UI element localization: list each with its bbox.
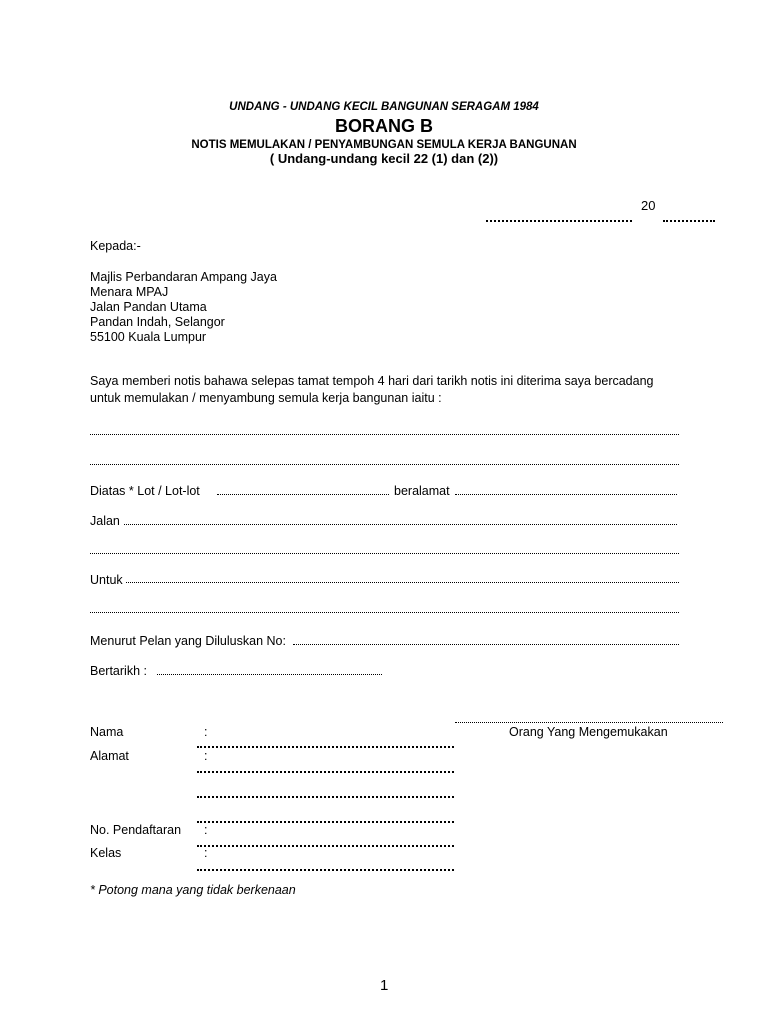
street-continuation-line[interactable] (90, 553, 679, 554)
street-blank[interactable] (124, 524, 677, 525)
purpose-continuation-line[interactable] (90, 612, 679, 613)
purpose-label: Untuk (90, 573, 123, 587)
recipient-label: Kepada:- (90, 239, 141, 253)
registration-colon: : (204, 823, 208, 837)
class-line[interactable] (197, 869, 454, 871)
recipient-line: Jalan Pandan Utama (90, 300, 207, 314)
signature-caption: Orang Yang Mengemukakan (509, 725, 668, 739)
footnote: * Potong mana yang tidak berkenaan (90, 883, 296, 897)
work-description-line[interactable] (90, 434, 679, 435)
notice-body-line: Saya memberi notis bahawa selepas tamat tempoh 4 hari dari tarikh notis ini diterima saya bercadang (90, 374, 654, 388)
date-year-prefix: 20 (641, 198, 656, 213)
name-colon: : (204, 725, 208, 739)
purpose-blank[interactable] (126, 582, 679, 583)
recipient-line: Pandan Indah, Selangor (90, 315, 225, 329)
address-line[interactable] (197, 771, 454, 773)
notice-body-line: untuk memulakan / menyambung semula kerja bangunan iaitu : (90, 391, 442, 405)
recipient-line: Menara MPAJ (90, 285, 169, 299)
address-line[interactable] (197, 746, 454, 748)
class-colon: : (204, 846, 208, 860)
address-colon: : (204, 749, 208, 763)
work-description-line[interactable] (90, 464, 679, 465)
street-label: Jalan (90, 514, 120, 528)
lot-blank[interactable] (217, 494, 389, 495)
address-blank[interactable] (455, 494, 677, 495)
lot-label: Diatas * Lot / Lot-lot (90, 484, 200, 498)
name-label: Nama (90, 725, 124, 739)
address-line[interactable] (197, 796, 454, 798)
form-title: BORANG B (335, 116, 433, 136)
page-number: 1 (380, 977, 389, 994)
address-label: beralamat (394, 484, 450, 498)
approved-plan-label: Menurut Pelan yang Diluluskan No: (90, 634, 286, 648)
approved-plan-blank[interactable] (293, 644, 679, 645)
date-year-blank[interactable] (663, 220, 715, 222)
address-field-label: Alamat (90, 749, 129, 763)
registration-line[interactable] (197, 821, 454, 823)
date-day-month-blank[interactable] (486, 220, 632, 222)
class-label: Kelas (90, 846, 122, 860)
notice-title: NOTIS MEMULAKAN / PENYAMBUNGAN SEMULA KERJA BANGUNAN (191, 139, 577, 151)
bylaw-reference: ( Undang-undang kecil 22 (1) dan (2)) (269, 151, 499, 166)
registration-label: No. Pendaftaran (90, 823, 182, 837)
class-line[interactable] (197, 845, 454, 847)
plan-date-label: Bertarikh : (90, 664, 147, 678)
act-heading: UNDANG - UNDANG KECIL BANGUNAN SERAGAM 1984 (229, 101, 539, 113)
recipient-line: 55100 Kuala Lumpur (90, 330, 207, 344)
recipient-line: Majlis Perbandaran Ampang Jaya (90, 270, 277, 284)
plan-date-blank[interactable] (157, 674, 382, 675)
signature-line[interactable] (455, 722, 723, 723)
